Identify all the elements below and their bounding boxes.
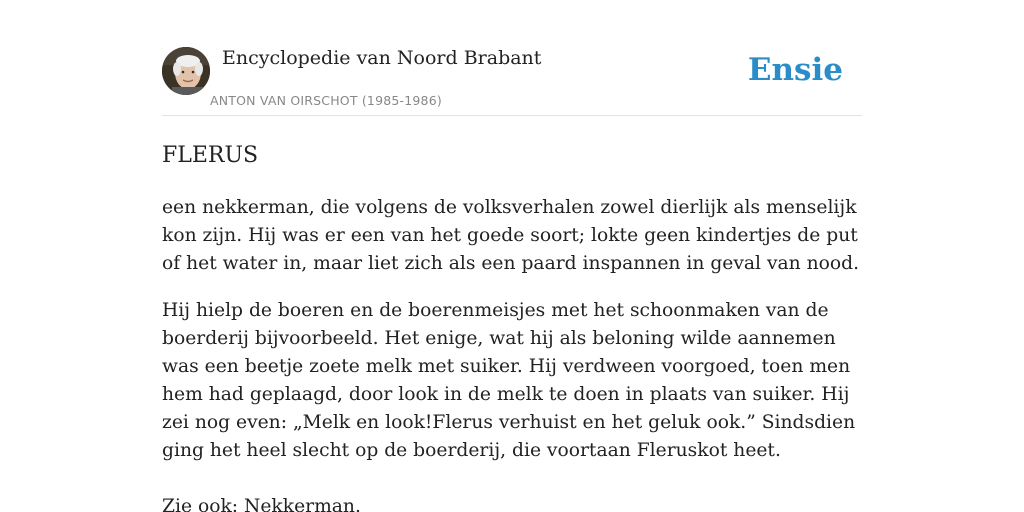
avatar-portrait-icon <box>162 47 210 95</box>
see-also-text: Zie ook: Nekkerman. <box>162 496 361 512</box>
site-title[interactable]: Encyclopedie van Noord Brabant <box>222 47 542 69</box>
header <box>162 0 862 116</box>
author-name[interactable]: ANTON VAN OIRSCHOT (1985-1986) <box>210 93 442 108</box>
article-page <box>162 0 862 512</box>
article-paragraph: een nekkerman, die volgens de volksverhalen zowel dierlijk als menselijk kon zijn. Hij was er een van het goede soort; lokte geen kindertjes de put of het water in, maar liet zich als een paard inspannen in geval van nood. <box>162 197 860 274</box>
article-title: FLERUS <box>162 143 259 168</box>
author-avatar[interactable] <box>162 47 210 95</box>
ensie-logo[interactable]: Ensie <box>747 52 843 88</box>
article-paragraph: Hij hielp de boeren en de boerenmeisjes met het schoonmaken van de boerderij bijvoorbeeld. Het enige, wat hij als beloning wilde aannemen was een beetje zoete melk met suiker. Hij verdween voorgoed, toen men hem had geplaagd, door look in de melk te doen in plaats van suiker. Hij zei nog even: „Melk en look!Flerus verhuist en het geluk ook.” Sindsdien ging het heel slecht op de boerderij, die voortaan Fleruskot heet. <box>162 300 856 461</box>
